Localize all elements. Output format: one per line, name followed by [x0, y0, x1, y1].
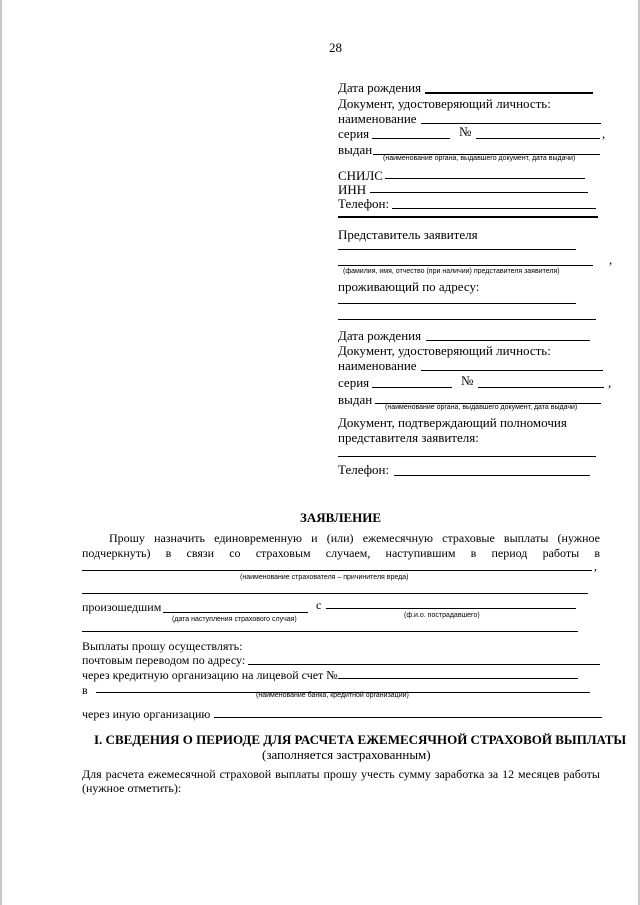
number-comma: ,: [602, 126, 606, 141]
doc-name-field[interactable]: [421, 123, 601, 124]
issued-label: выдан: [338, 142, 373, 157]
bank-in-label: в: [82, 683, 88, 697]
credit-label: через кредитную организацию на лицевой счет №: [82, 668, 338, 682]
rep-authority-label-1: Документ, подтверждающий полномочия: [338, 415, 567, 430]
insurer-comma: ,: [594, 559, 597, 573]
other-org-field[interactable]: [214, 717, 602, 718]
inn-label: ИНН: [338, 182, 367, 197]
rep-address-label: проживающий по адресу:: [338, 279, 480, 294]
rep-authority-label-2: представителя заявителя:: [338, 430, 479, 445]
rep-phone-label: Телефон:: [338, 462, 390, 477]
rep-address-field-2[interactable]: [338, 319, 596, 320]
rep-phone-field[interactable]: [394, 475, 590, 476]
rep-authority-field[interactable]: [338, 456, 596, 457]
bank-caption: (наименование банка, кредитной организации): [256, 692, 409, 699]
rep-number-field[interactable]: [478, 387, 604, 388]
date-field[interactable]: [163, 612, 308, 613]
rep-fio-caption: (фамилия, имя, отчество (при наличии) представителя заявителя): [343, 268, 560, 275]
snils-field[interactable]: [385, 178, 585, 179]
rep-doc-name-field[interactable]: [421, 370, 603, 371]
other-org-label: через иную организацию: [82, 707, 211, 721]
section-1-subtitle: (заполняется застрахованным): [262, 747, 431, 762]
page-number: 28: [329, 40, 342, 55]
birth-date-label: Дата рождения: [338, 80, 422, 95]
series-field[interactable]: [372, 138, 450, 139]
postal-field[interactable]: [248, 664, 600, 665]
payments-label: Выплаты прошу осуществлять:: [82, 639, 243, 653]
statement-line-1: Прошу назначить единовременную и (или) ежемесячную страховые выплаты (нужное: [109, 531, 600, 545]
victim-caption: (ф.и.о. пострадавшего): [404, 612, 480, 619]
number-field[interactable]: [476, 138, 600, 139]
issued-caption: (наименование органа, выдавшего документ, дата выдачи): [383, 155, 576, 162]
section-1-title: I. СВЕДЕНИЯ О ПЕРИОДЕ ДЛЯ РАСЧЕТА ЕЖЕМЕСЯЧНОЙ СТРАХОВОЙ ВЫПЛАТЫ: [94, 732, 627, 747]
credit-account-field[interactable]: [338, 678, 578, 679]
rep-fio-field-2[interactable]: [338, 265, 593, 266]
occurred-field-2[interactable]: [82, 631, 578, 632]
inn-field[interactable]: [370, 192, 588, 193]
birth-date-field[interactable]: [425, 92, 593, 94]
rep-fio-comma: ,: [609, 252, 613, 267]
rep-birth-date-label: Дата рождения: [338, 328, 422, 343]
insurer-field[interactable]: [82, 570, 592, 571]
rep-number-comma: ,: [608, 375, 612, 390]
rep-address-field-1[interactable]: [338, 303, 576, 304]
phone-label: Телефон:: [338, 196, 390, 211]
statement-title: ЗАЯВЛЕНИЕ: [300, 510, 382, 525]
rep-id-doc-label: Документ, удостоверяющий личность:: [338, 343, 551, 358]
rep-issued-caption: (наименование органа, выдавшего документ, дата выдачи): [385, 404, 578, 411]
rep-issued-label: выдан: [338, 392, 373, 407]
date-caption: (дата наступления страхового случая): [172, 616, 297, 623]
id-doc-label: Документ, удостоверяющий личность:: [338, 96, 551, 111]
rep-series-label: серия: [338, 375, 370, 390]
scan-left-edge: [0, 0, 2, 905]
rep-series-field[interactable]: [372, 387, 452, 388]
section-1-text: Для расчета ежемесячной страховой выплаты прошу учесть сумму заработка за 12 месяцев работы (нужное отметить):: [82, 767, 600, 795]
victim-field[interactable]: [326, 608, 576, 609]
separator-line: [338, 216, 598, 218]
series-label: серия: [338, 126, 370, 141]
with-label: с: [316, 598, 322, 612]
rep-birth-date-field[interactable]: [426, 340, 590, 341]
rep-number-label: №: [461, 373, 474, 388]
representative-title: Представитель заявителя: [338, 227, 478, 242]
occurred-label: произошедшим: [82, 600, 162, 614]
snils-label: СНИЛС: [338, 168, 383, 183]
statement-line-2: подчеркнуть) в связи со страховым случаем, наступившим в период работы в: [82, 546, 600, 560]
phone-field[interactable]: [392, 208, 596, 209]
rep-doc-name-label: наименование: [338, 358, 417, 373]
rep-fio-field-1[interactable]: [338, 249, 576, 250]
postal-label: почтовым переводом по адресу:: [82, 653, 246, 667]
insurer-caption: (наименование страхователя – причинителя вреда): [240, 574, 409, 581]
insurer-field-2[interactable]: [82, 593, 588, 594]
number-label: №: [459, 124, 472, 139]
doc-name-label: наименование: [338, 111, 417, 126]
